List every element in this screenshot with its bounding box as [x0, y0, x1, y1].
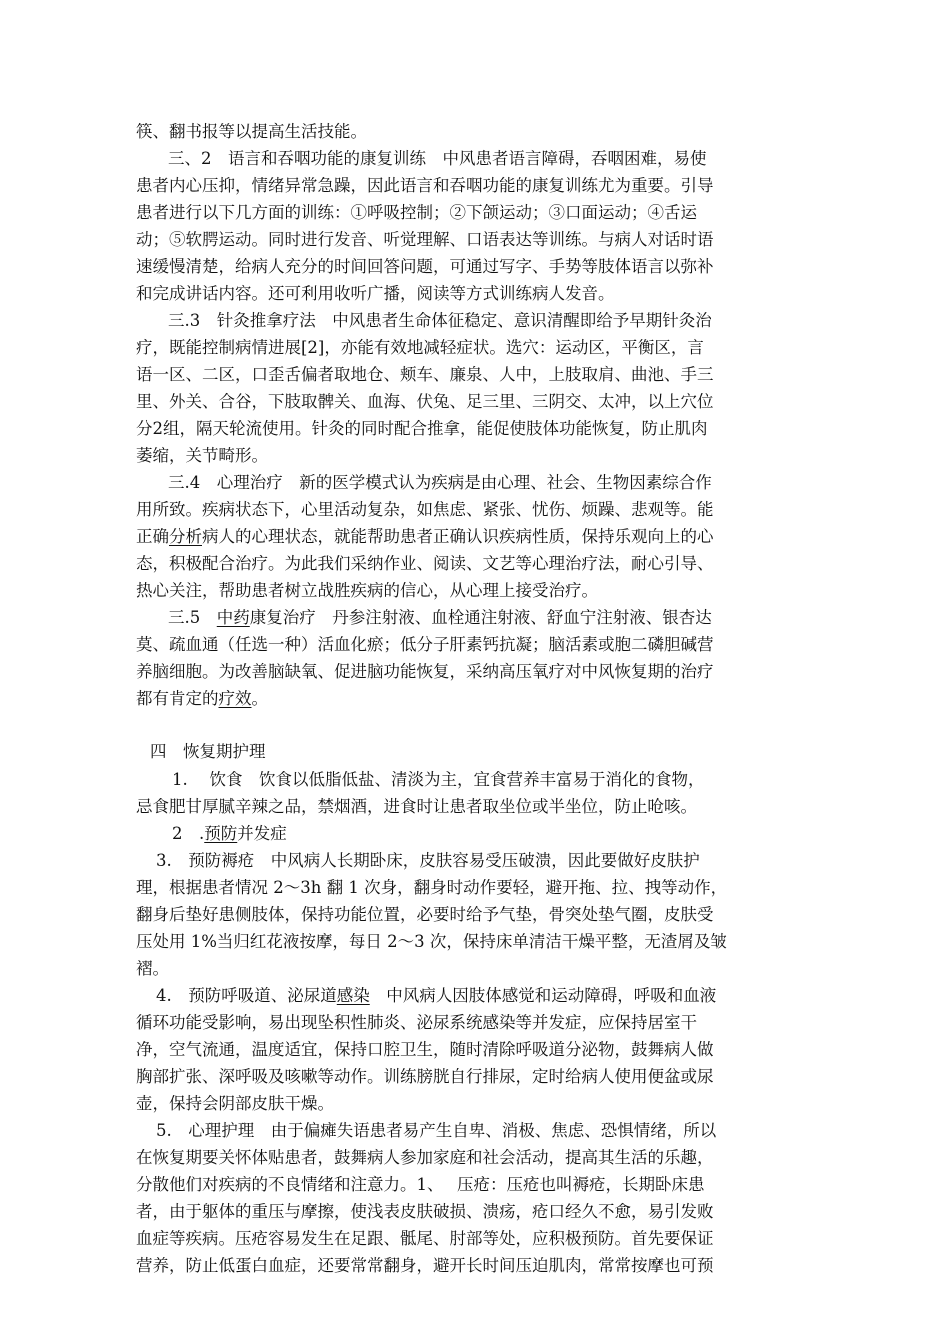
text-segment: 2 .: [172, 824, 205, 843]
text-line: 净，空气流通，温度适宜，保持口腔卫生，随时清除呼吸道分泌物，鼓舞病人做: [136, 1040, 714, 1059]
text-line: 理，根据患者情况 2～3h 翻 1 次身，翻身时动作要轻，避开拖、拉、拽等动作，: [136, 878, 728, 897]
text-line: 里、外关、合谷，下肢取髀关、血海、伏兔、足三里、三阴交、太冲，以上穴位: [136, 392, 714, 411]
text-line: 萎缩，关节畸形。: [136, 446, 268, 465]
underlined-term: 感染: [336, 986, 370, 1005]
text-line: [136, 523, 714, 550]
text-line: 分2组，隔天轮流使用。针灸的同时配合推拿，能促使肢体功能恢复，防止肌肉: [136, 419, 708, 438]
text-segment: 并发症: [237, 824, 287, 843]
text-line: 患者内心压抑，情绪异常急躁，因此语言和吞咽功能的康复训练尤为重要。引导: [136, 176, 714, 195]
text-segment: 三.5: [168, 608, 217, 627]
text-line: [156, 982, 716, 1009]
text-line: 速缓慢清楚，给病人充分的时间回答问题，可通过写字、手势等肢体语言以弥补: [136, 257, 714, 276]
text-line: 三、2 语言和吞咽功能的康复训练 中风患者语言障碍，吞咽困难，易使: [168, 149, 707, 168]
text-line: 5. 心理护理 由于偏瘫失语患者易产生自卑、消极、焦虑、恐惧情绪，所以: [156, 1121, 717, 1140]
text-segment: 病人的心理状态，就能帮助患者正确认识疾病性质，保持乐观向上的心: [202, 527, 714, 546]
text-line: 循环功能受影响，易出现坠积性肺炎、泌尿系统感染等并发症，应保持居室干: [136, 1013, 697, 1032]
text-line: 三.4 心理治疗 新的医学模式认为疾病是由心理、社会、生物因素综合作: [168, 473, 712, 492]
text-line: 和完成讲话内容。还可利用收听广播，阅读等方式训练病人发音。: [136, 284, 615, 303]
text-line: 壶，保持会阴部皮肤干燥。: [136, 1094, 334, 1113]
text-line: [136, 685, 268, 712]
text-segment: 4. 预防呼吸道、泌尿道: [156, 986, 337, 1005]
text-line: 压处用 1%当归红花液按摩，每日 2～3 次，保持床单清洁干燥平整，无渣屑及皱: [136, 932, 727, 951]
text-line: 三.3 针灸推拿疗法 中风患者生命体征稳定、意识清醒即给予早期针灸治: [168, 311, 712, 330]
text-line: 养脑细胞。为改善脑缺氧、促进脑功能恢复，采纳高压氧疗对中风恢复期的治疗: [136, 662, 714, 681]
underlined-term: 预防: [204, 824, 238, 843]
text-segment: 。: [251, 689, 268, 708]
text-segment: 中风病人因肢体感觉和运动障碍，呼吸和血液: [369, 986, 717, 1005]
text-line: 患者进行以下几方面的训练：①呼吸控制；②下颌运动；③口面运动；④舌运: [136, 203, 697, 222]
text-line: 褶。: [136, 959, 169, 978]
underlined-term: 分析: [169, 527, 202, 546]
underlined-term: 中药: [216, 608, 250, 627]
text-line: 筷、翻书报等以提高生活技能。: [136, 122, 367, 141]
text-segment: 都有肯定的: [136, 689, 219, 708]
text-line: 在恢复期要关怀体贴患者，鼓舞病人参加家庭和社会活动，提高其生活的乐趣，: [136, 1148, 714, 1167]
text-line: 营养，防止低蛋白血症，还要常常翻身，避开长时间压迫肌肉，常常按摩也可预: [136, 1256, 714, 1275]
text-line: 3. 预防褥疮 中风病人长期卧床，皮肤容易受压破溃，因此要做好皮肤护: [156, 851, 700, 870]
text-line: 者，由于躯体的重压与摩擦，使浅表皮肤破损、溃疡，疮口经久不愈，易引发败: [136, 1202, 714, 1221]
text-line: [172, 820, 287, 847]
text-line: [168, 604, 712, 631]
text-line: 翻身后垫好患侧肢体，保持功能位置，必要时给予气垫，骨突处垫气圈，皮肤受: [136, 905, 714, 924]
text-line: 热心关注，帮助患者树立战胜疾病的信心，从心理上接受治疗。: [136, 581, 598, 600]
text-line: 疗，既能控制病情进展[2]，亦能有效地减轻症状。选穴：运动区，平衡区，言: [136, 338, 704, 357]
text-line: 用所致。疾病状态下，心里活动复杂，如焦虑、紧张、忧伤、烦躁、悲观等。能: [136, 500, 714, 519]
text-line: 1. 饮食 饮食以低脂低盐、清淡为主，宜食营养丰富易于消化的食物，: [172, 770, 705, 789]
text-line: 血症等疾病。压疮容易发生在足跟、骶尾、肘部等处，应积极预防。首先要保证: [136, 1229, 714, 1248]
text-line: 忌食肥甘厚腻辛辣之品，禁烟酒，进食时让患者取坐位或半坐位，防止呛咳。: [136, 797, 697, 816]
text-line: 胸部扩张、深呼吸及咳嗽等动作。训练膀胱自行排尿，定时给病人使用便盆或尿: [136, 1067, 714, 1086]
text-line: 莫、疏血通（任选一种）活血化瘀；低分子肝素钙抗凝；脑活素或胞二磷胆碱营: [136, 635, 714, 654]
text-line: 四 恢复期护理: [150, 742, 266, 761]
text-line: 动；⑤软腭运动。同时进行发音、听觉理解、口语表达等训练。与病人对话时语: [136, 230, 714, 249]
text-segment: 正确: [136, 527, 169, 546]
text-segment: 康复治疗 丹参注射液、血栓通注射液、舒血宁注射液、银杏达: [249, 608, 712, 627]
text-line: 分散他们对疾病的不良情绪和注意力。1、 压疮：压疮也叫褥疮，长期卧床患: [136, 1175, 705, 1194]
underlined-term: 疗效: [218, 689, 252, 708]
text-line: 态，积极配合治疗。为此我们采纳作业、阅读、文艺等心理治疗法，耐心引导、: [136, 554, 714, 573]
text-line: 语一区、二区，口歪舌偏者取地仓、颊车、廉泉、人中，上肢取肩、曲池、手三: [136, 365, 714, 384]
